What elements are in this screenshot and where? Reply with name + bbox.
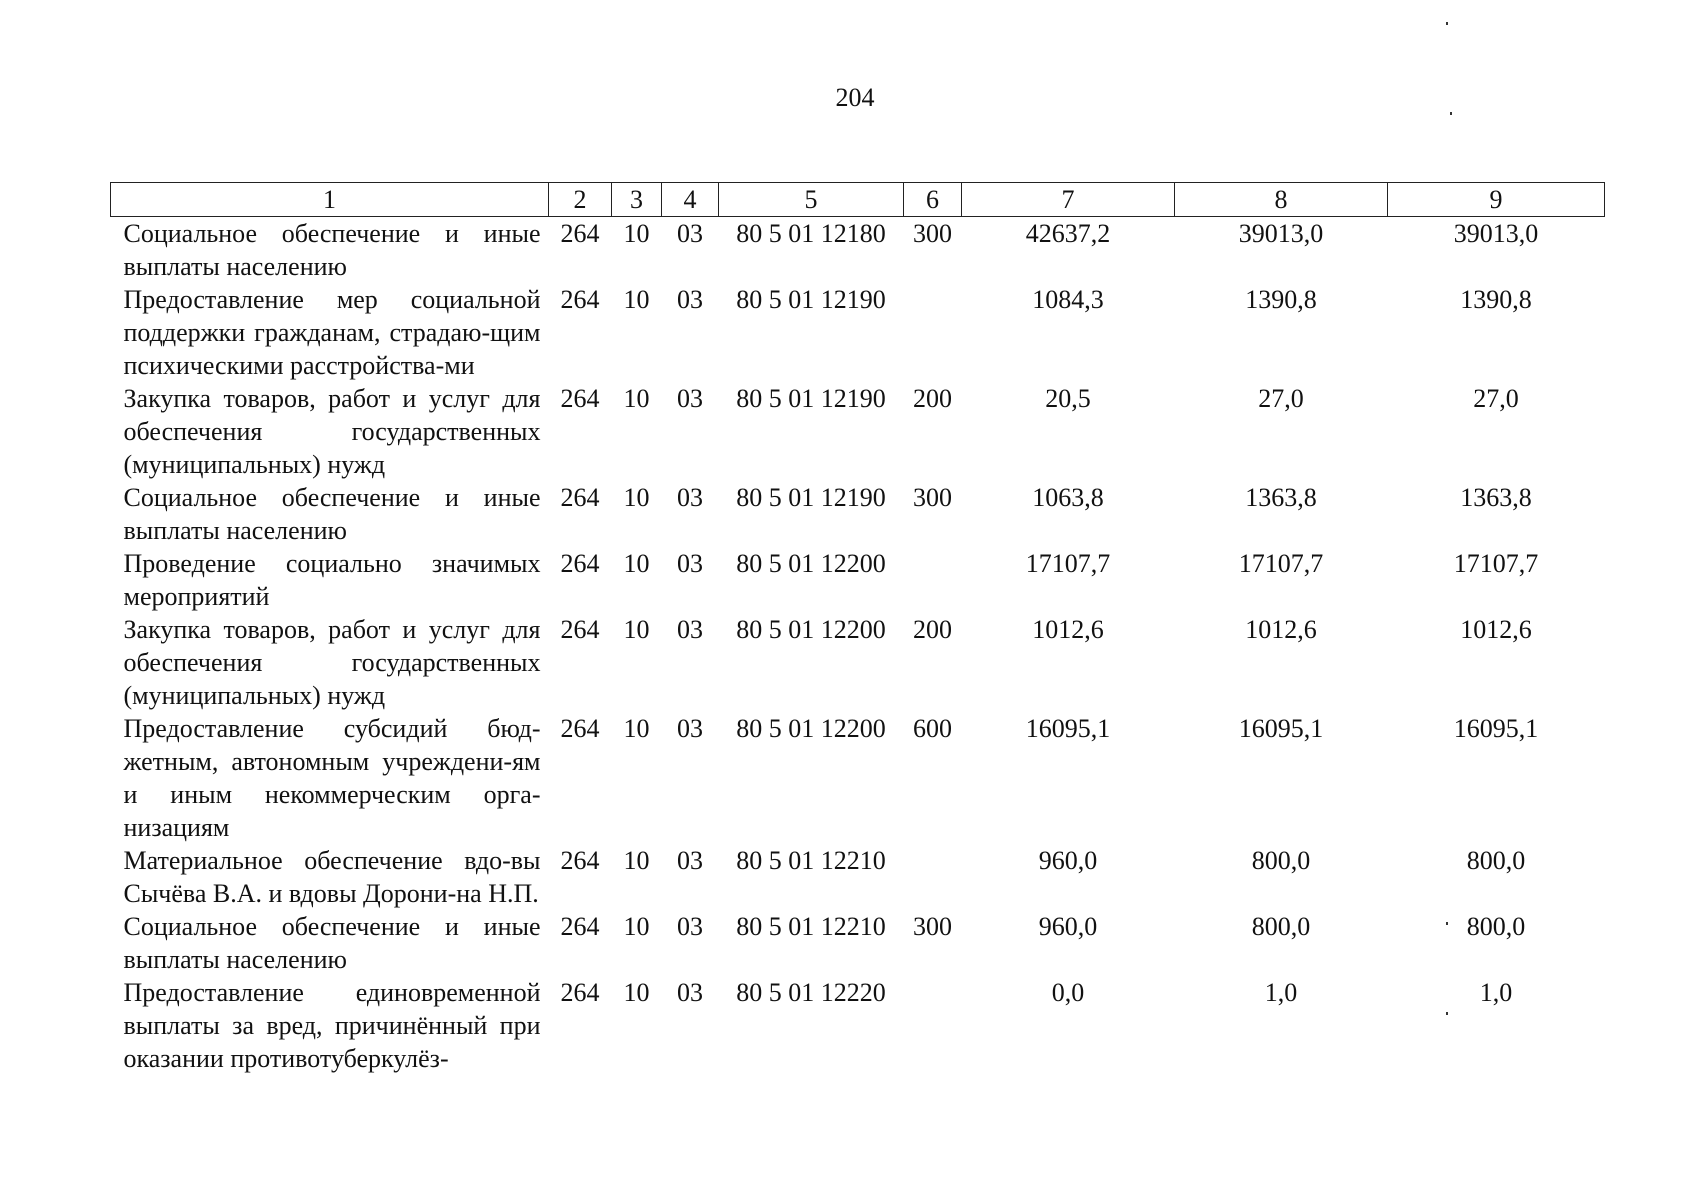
table-row bbox=[111, 844, 1605, 910]
row-amount-8: 17107,7 bbox=[1238, 549, 1324, 578]
row-code-section: 10 bbox=[623, 615, 650, 644]
row-name: Закупка товаров, работ и услуг для обеспечения государственных (муниципальных) нужд bbox=[123, 615, 541, 710]
row-expense-type bbox=[904, 976, 962, 1075]
row-amount-7: 42637,2 bbox=[1025, 219, 1111, 248]
row-expense-type bbox=[904, 547, 962, 613]
row-code-subsection: 03 bbox=[677, 483, 703, 512]
row-name: Социальное обеспечение и иные выплаты населению bbox=[123, 912, 541, 974]
row-code-ministry: 264 bbox=[560, 219, 600, 248]
row-amount-8: 1390,8 bbox=[1245, 285, 1317, 314]
column-header: 3 bbox=[612, 183, 662, 217]
row-target-article: 80 5 01 12210 bbox=[736, 846, 886, 875]
row-expense-type bbox=[904, 283, 962, 382]
row-expense-type: 300 bbox=[913, 912, 952, 941]
table-row bbox=[111, 613, 1605, 712]
row-amount-9: 27,0 bbox=[1473, 384, 1519, 413]
table-row bbox=[111, 547, 1605, 613]
table-row bbox=[111, 481, 1605, 547]
row-amount-9: 800,0 bbox=[1466, 846, 1526, 875]
row-amount-8: 39013,0 bbox=[1238, 219, 1324, 248]
row-expense-type: 600 bbox=[913, 714, 952, 743]
row-amount-7: 17107,7 bbox=[1025, 549, 1111, 578]
row-amount-8: 800,0 bbox=[1251, 846, 1311, 875]
row-target-article: 80 5 01 12190 bbox=[736, 384, 886, 413]
row-code-section: 10 bbox=[623, 483, 650, 512]
row-amount-7: 16095,1 bbox=[1025, 714, 1111, 743]
row-name: Предоставление субсидий бюд-жетным, автономным учреждени-ям и иным некоммерческим орга-низациям bbox=[123, 714, 541, 842]
row-expense-type: 200 bbox=[913, 615, 952, 644]
row-expense-type: 200 bbox=[913, 384, 952, 413]
row-code-subsection: 03 bbox=[677, 912, 703, 941]
table-row bbox=[111, 910, 1605, 976]
row-code-ministry: 264 bbox=[560, 978, 600, 1007]
row-target-article: 80 5 01 12220 bbox=[736, 978, 886, 1007]
column-header: 7 bbox=[962, 183, 1175, 217]
row-expense-type: 300 bbox=[913, 219, 952, 248]
row-expense-type: 300 bbox=[913, 483, 952, 512]
row-code-subsection: 03 bbox=[677, 384, 703, 413]
table-row bbox=[111, 217, 1605, 284]
row-code-subsection: 03 bbox=[677, 846, 703, 875]
row-amount-7: 1012,6 bbox=[1032, 615, 1104, 644]
table-row bbox=[111, 283, 1605, 382]
row-code-subsection: 03 bbox=[677, 714, 703, 743]
row-amount-9: 800,0 bbox=[1466, 912, 1526, 941]
row-target-article: 80 5 01 12200 bbox=[736, 549, 886, 578]
budget-table bbox=[110, 182, 1605, 1075]
row-name: Проведение социально значимых мероприятий bbox=[123, 549, 541, 611]
page-number: 204 bbox=[835, 83, 875, 112]
row-amount-7: 1084,3 bbox=[1032, 285, 1104, 314]
row-expense-type bbox=[904, 844, 962, 910]
row-code-ministry: 264 bbox=[560, 483, 600, 512]
row-amount-8: 1012,6 bbox=[1245, 615, 1317, 644]
row-code-ministry: 264 bbox=[560, 714, 600, 743]
row-amount-7: 960,0 bbox=[1038, 912, 1098, 941]
row-amount-9: 1363,8 bbox=[1460, 483, 1532, 512]
row-name: Закупка товаров, работ и услуг для обеспечения государственных (муниципальных) нужд bbox=[123, 384, 541, 479]
row-amount-9: 1012,6 bbox=[1460, 615, 1532, 644]
row-code-section: 10 bbox=[623, 384, 650, 413]
row-code-ministry: 264 bbox=[560, 846, 600, 875]
row-amount-8: 1363,8 bbox=[1245, 483, 1317, 512]
row-name: Социальное обеспечение и иные выплаты населению bbox=[123, 483, 541, 545]
row-amount-8: 27,0 bbox=[1258, 384, 1304, 413]
row-target-article: 80 5 01 12210 bbox=[736, 912, 886, 941]
scan-speck bbox=[1446, 1012, 1448, 1015]
row-amount-9: 16095,1 bbox=[1453, 714, 1539, 743]
scan-speck bbox=[1446, 922, 1448, 925]
row-name: Предоставление мер социальной поддержки гражданам, страдаю-щим психическими расстройства-ми bbox=[123, 285, 541, 380]
row-code-section: 10 bbox=[623, 846, 650, 875]
row-code-section: 10 bbox=[623, 285, 650, 314]
column-header: 6 bbox=[904, 183, 962, 217]
row-code-section: 10 bbox=[623, 912, 650, 941]
row-target-article: 80 5 01 12200 bbox=[736, 714, 886, 743]
row-code-subsection: 03 bbox=[677, 285, 703, 314]
table-row bbox=[111, 382, 1605, 481]
row-amount-7: 960,0 bbox=[1038, 846, 1098, 875]
row-code-ministry: 264 bbox=[560, 615, 600, 644]
row-target-article: 80 5 01 12200 bbox=[736, 615, 886, 644]
row-code-ministry: 264 bbox=[560, 549, 600, 578]
row-amount-9: 1,0 bbox=[1479, 978, 1513, 1007]
row-target-article: 80 5 01 12190 bbox=[736, 483, 886, 512]
row-code-ministry: 264 bbox=[560, 285, 600, 314]
scan-speck bbox=[1450, 112, 1452, 115]
row-target-article: 80 5 01 12190 bbox=[736, 285, 886, 314]
scan-speck bbox=[1446, 22, 1448, 25]
table-row bbox=[111, 712, 1605, 844]
row-name: Социальное обеспечение и иные выплаты населению bbox=[123, 219, 541, 281]
column-header: 4 bbox=[662, 183, 719, 217]
table-row bbox=[111, 976, 1605, 1075]
row-name: Предоставление единовременной выплаты за вред, причинённый при оказании противотуберкулёз- bbox=[123, 978, 541, 1073]
row-amount-7: 0,0 bbox=[1051, 978, 1085, 1007]
row-amount-7: 1063,8 bbox=[1032, 483, 1104, 512]
row-code-subsection: 03 bbox=[677, 549, 703, 578]
column-header: 8 bbox=[1175, 183, 1388, 217]
row-amount-8: 800,0 bbox=[1251, 912, 1311, 941]
row-code-subsection: 03 bbox=[677, 978, 703, 1007]
row-code-section: 10 bbox=[623, 714, 650, 743]
column-header: 9 bbox=[1388, 183, 1605, 217]
column-header: 2 bbox=[549, 183, 612, 217]
row-code-section: 10 bbox=[623, 978, 650, 1007]
row-code-subsection: 03 bbox=[677, 615, 703, 644]
row-target-article: 80 5 01 12180 bbox=[736, 219, 886, 248]
row-code-ministry: 264 bbox=[560, 384, 600, 413]
row-amount-8: 16095,1 bbox=[1238, 714, 1324, 743]
row-amount-7: 20,5 bbox=[1045, 384, 1091, 413]
row-code-ministry: 264 bbox=[560, 912, 600, 941]
column-header: 1 bbox=[111, 183, 549, 217]
row-code-section: 10 bbox=[623, 219, 650, 248]
row-amount-9: 39013,0 bbox=[1453, 219, 1539, 248]
row-code-subsection: 03 bbox=[677, 219, 703, 248]
row-name: Материальное обеспечение вдо-вы Сычёва В.А. и вдовы Дорони-на Н.П. bbox=[123, 846, 541, 908]
table-header-row bbox=[111, 183, 1605, 217]
row-amount-9: 17107,7 bbox=[1453, 549, 1539, 578]
row-amount-8: 1,0 bbox=[1264, 978, 1298, 1007]
row-amount-9: 1390,8 bbox=[1460, 285, 1532, 314]
row-code-section: 10 bbox=[623, 549, 650, 578]
column-header: 5 bbox=[719, 183, 904, 217]
